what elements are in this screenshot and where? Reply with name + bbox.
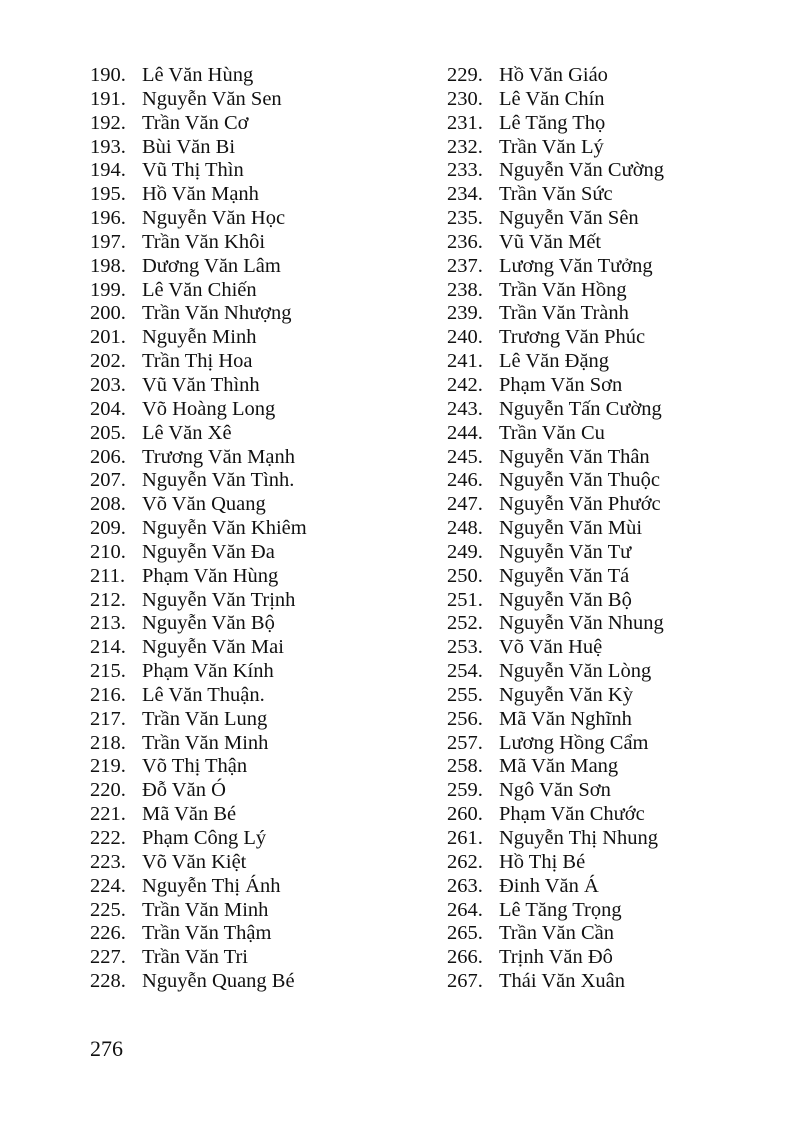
entry-name: Nguyễn Minh	[142, 326, 257, 349]
entry-number: 213.	[90, 612, 126, 635]
list-item	[447, 612, 787, 636]
list-item	[447, 398, 787, 422]
entry-number: 224.	[90, 874, 126, 897]
entry-number: 249.	[447, 540, 483, 563]
list-item	[447, 589, 787, 613]
list-item	[90, 541, 430, 565]
list-item	[90, 207, 430, 231]
entry-name: Phạm Công Lý	[142, 827, 267, 849]
entry-name: Vũ Văn Thình	[142, 373, 260, 396]
entry-name: Trần Văn Lung	[142, 707, 268, 730]
entry-name: Võ Văn Kiệt	[142, 850, 247, 873]
list-item	[447, 946, 787, 970]
list-item	[90, 350, 430, 374]
entry-name: Nguyễn Văn Tư	[499, 540, 632, 563]
list-item	[90, 851, 430, 875]
list-item	[90, 302, 430, 326]
entry-number: 197.	[90, 230, 126, 253]
entry-name: Nguyễn Thị Nhung	[499, 827, 659, 849]
entry-number: 205.	[90, 421, 126, 444]
entry-name: Nguyễn Văn Bộ	[499, 588, 632, 611]
list-item	[447, 827, 787, 851]
right-name-list	[447, 64, 787, 994]
entry-name: Nguyễn Văn Cường	[499, 159, 665, 182]
entry-number: 222.	[90, 827, 126, 849]
entry-name: Lê Văn Chín	[499, 87, 605, 110]
entry-number: 251.	[447, 588, 483, 611]
entry-number: 246.	[447, 469, 483, 492]
entry-number: 215.	[90, 660, 126, 683]
entry-number: 247.	[447, 493, 483, 516]
list-item	[90, 899, 430, 923]
entry-number: 196.	[90, 207, 126, 230]
entry-number: 227.	[90, 946, 126, 969]
entry-name: Nguyễn Văn Mùi	[499, 517, 643, 540]
list-item	[90, 326, 430, 350]
entry-name: Trần Văn Khôi	[142, 230, 266, 253]
list-item	[90, 279, 430, 303]
entry-number: 265.	[447, 922, 483, 945]
entry-number: 262.	[447, 850, 483, 873]
list-item	[90, 183, 430, 207]
entry-number: 232.	[447, 135, 483, 158]
list-item	[90, 374, 430, 398]
entry-name: Mã Văn Mang	[499, 755, 619, 778]
entry-number: 190.	[90, 64, 126, 86]
entry-name: Phạm Văn Sơn	[499, 373, 623, 396]
list-item	[447, 302, 787, 326]
list-item	[447, 875, 787, 899]
entry-number: 218.	[90, 731, 126, 754]
entry-name: Võ Văn Quang	[142, 493, 266, 516]
entry-number: 241.	[447, 350, 483, 373]
entry-name: Dương Văn Lâm	[142, 254, 281, 277]
list-item	[447, 517, 787, 541]
entry-number: 261.	[447, 827, 483, 849]
list-item	[90, 398, 430, 422]
entry-name: Trần Văn Cơ	[142, 111, 249, 134]
entry-name: Trần Văn Minh	[142, 898, 269, 921]
list-item	[447, 374, 787, 398]
entry-name: Lê Văn Chiến	[142, 278, 257, 301]
entry-number: 266.	[447, 946, 483, 969]
list-item	[90, 636, 430, 660]
entry-number: 260.	[447, 803, 483, 826]
entry-number: 244.	[447, 421, 483, 444]
entry-name: Đinh Văn Á	[499, 874, 599, 897]
entry-number: 191.	[90, 87, 126, 110]
list-item	[447, 851, 787, 875]
entry-number: 198.	[90, 254, 126, 277]
entry-number: 230.	[447, 87, 483, 110]
entry-number: 226.	[90, 922, 126, 945]
list-item	[447, 207, 787, 231]
entry-number: 235.	[447, 207, 483, 230]
entry-name: Trịnh Văn Đô	[499, 946, 613, 969]
entry-name: Nguyễn Văn Khiêm	[142, 517, 307, 540]
entry-name: Nguyễn Văn Mai	[142, 636, 284, 659]
list-item	[90, 255, 430, 279]
entry-number: 210.	[90, 540, 126, 563]
entry-number: 233.	[447, 159, 483, 182]
list-item	[90, 231, 430, 255]
entry-name: Lê Tăng Trọng	[499, 898, 622, 921]
entry-number: 234.	[447, 183, 483, 206]
entry-name: Phạm Văn Hùng	[142, 564, 279, 587]
list-item	[90, 875, 430, 899]
entry-number: 228.	[90, 970, 126, 993]
entry-name: Trần Văn Cu	[499, 421, 605, 444]
entry-number: 248.	[447, 517, 483, 540]
list-item	[90, 469, 430, 493]
entry-number: 238.	[447, 278, 483, 301]
list-item	[90, 946, 430, 970]
entry-name: Hồ Văn Mạnh	[142, 183, 259, 206]
page-number: 276	[90, 1036, 123, 1061]
entry-number: 257.	[447, 731, 483, 754]
entry-name: Trần Văn Sức	[499, 183, 613, 206]
entry-number: 208.	[90, 493, 126, 516]
entry-name: Trần Văn Cần	[499, 922, 615, 945]
entry-name: Nguyễn Văn Bộ	[142, 612, 275, 635]
entry-number: 202.	[90, 350, 126, 373]
entry-number: 243.	[447, 397, 483, 420]
list-item	[90, 422, 430, 446]
entry-name: Nguyễn Văn Thuộc	[499, 469, 660, 492]
list-item	[90, 136, 430, 160]
list-item	[447, 422, 787, 446]
entry-name: Trương Văn Mạnh	[142, 445, 295, 468]
entry-number: 263.	[447, 874, 483, 897]
entry-number: 231.	[447, 111, 483, 134]
list-item	[90, 589, 430, 613]
entry-number: 237.	[447, 254, 483, 277]
entry-number: 211.	[90, 564, 126, 587]
entry-name: Mã Văn Nghĩnh	[499, 707, 632, 730]
entry-number: 193.	[90, 135, 126, 158]
list-item	[447, 231, 787, 255]
list-item	[447, 350, 787, 374]
entry-number: 259.	[447, 779, 483, 802]
entry-name: Nguyễn Văn Nhung	[499, 612, 664, 635]
entry-name: Phạm Văn Kính	[142, 660, 274, 683]
list-item	[447, 779, 787, 803]
entry-number: 200.	[90, 302, 126, 325]
entry-number: 253.	[447, 636, 483, 659]
entry-name: Hồ Văn Giáo	[499, 64, 608, 86]
entry-number: 192.	[90, 111, 126, 134]
entry-name: Võ Thị Thận	[142, 755, 248, 778]
list-item	[447, 684, 787, 708]
entry-name: Võ Văn Huệ	[499, 636, 603, 659]
entry-number: 219.	[90, 755, 126, 778]
entry-number: 201.	[90, 326, 126, 349]
list-item	[90, 660, 430, 684]
entry-name: Nguyễn Văn Sên	[499, 207, 639, 230]
entry-number: 216.	[90, 683, 126, 706]
list-item	[447, 565, 787, 589]
entry-name: Nguyễn Văn Phước	[499, 493, 661, 516]
list-item	[447, 469, 787, 493]
entry-number: 199.	[90, 278, 126, 301]
list-item	[90, 779, 430, 803]
entry-name: Nguyễn Văn Tá	[499, 564, 630, 587]
entry-name: Phạm Văn Chước	[499, 803, 645, 826]
entry-number: 242.	[447, 373, 483, 396]
list-item	[447, 708, 787, 732]
left-name-list	[90, 64, 430, 994]
entry-number: 206.	[90, 445, 126, 468]
entry-number: 195.	[90, 183, 126, 206]
list-item	[447, 732, 787, 756]
list-item	[90, 493, 430, 517]
entry-name: Thái Văn Xuân	[499, 970, 626, 993]
entry-number: 258.	[447, 755, 483, 778]
list-item	[90, 612, 430, 636]
list-item	[90, 446, 430, 470]
entry-name: Nguyễn Văn Sen	[142, 87, 282, 110]
entry-name: Lê Văn Hùng	[142, 64, 254, 86]
list-item	[447, 636, 787, 660]
entry-name: Nguyễn Văn Thân	[499, 445, 650, 468]
entry-number: 236.	[447, 230, 483, 253]
entry-name: Nguyễn Văn Trịnh	[142, 588, 296, 611]
entry-name: Vũ Văn Mết	[499, 230, 602, 253]
entry-name: Trần Thị Hoa	[142, 350, 253, 373]
entry-name: Nguyễn Văn Kỳ	[499, 683, 633, 706]
list-item	[90, 684, 430, 708]
entry-name: Đỗ Văn Ó	[142, 779, 226, 802]
list-item	[90, 803, 430, 827]
entry-name: Lương Hồng Cẩm	[499, 731, 649, 754]
list-item	[447, 922, 787, 946]
entry-name: Mã Văn Bé	[142, 803, 237, 826]
list-item	[90, 922, 430, 946]
list-item	[447, 446, 787, 470]
entry-name: Nguyễn Văn Học	[142, 207, 286, 230]
entry-number: 255.	[447, 683, 483, 706]
list-item	[447, 159, 787, 183]
list-item	[447, 541, 787, 565]
entry-number: 256.	[447, 707, 483, 730]
list-item	[90, 970, 430, 994]
entry-name: Trần Văn Hồng	[499, 278, 627, 301]
entry-number: 194.	[90, 159, 126, 182]
entry-number: 220.	[90, 779, 126, 802]
list-item	[447, 88, 787, 112]
entry-name: Trương Văn Phúc	[499, 326, 646, 349]
entry-number: 239.	[447, 302, 483, 325]
entry-number: 245.	[447, 445, 483, 468]
list-item	[90, 88, 430, 112]
entry-number: 267.	[447, 970, 483, 993]
entry-number: 252.	[447, 612, 483, 635]
list-item	[447, 493, 787, 517]
list-item	[90, 64, 430, 88]
entry-name: Trần Văn Trành	[499, 302, 629, 325]
entry-number: 264.	[447, 898, 483, 921]
entry-name: Trần Văn Tri	[142, 946, 248, 969]
list-item	[90, 159, 430, 183]
entry-name: Võ Hoàng Long	[142, 397, 276, 420]
list-item	[447, 279, 787, 303]
entry-number: 229.	[447, 64, 483, 86]
list-item	[447, 970, 787, 994]
list-item	[447, 64, 787, 88]
list-item	[447, 112, 787, 136]
entry-name: Nguyễn Tấn Cường	[499, 397, 662, 420]
list-item	[447, 255, 787, 279]
entry-name: Nguyễn Văn Lòng	[499, 660, 652, 683]
list-item	[90, 708, 430, 732]
list-item	[447, 136, 787, 160]
entry-name: Nguyễn Thị Ánh	[142, 874, 281, 897]
entry-name: Trần Văn Lý	[499, 135, 604, 158]
list-item	[447, 326, 787, 350]
entry-number: 250.	[447, 564, 483, 587]
list-item	[90, 565, 430, 589]
entry-name: Nguyễn Quang Bé	[142, 970, 295, 993]
list-item	[90, 112, 430, 136]
entry-name: Lương Văn Tưởng	[499, 254, 653, 277]
entry-number: 203.	[90, 373, 126, 396]
entry-number: 240.	[447, 326, 483, 349]
entry-name: Bùi Văn Bi	[142, 135, 236, 158]
entry-name: Nguyễn Văn Tình.	[142, 469, 295, 492]
entry-name: Lê Văn Xê	[142, 421, 232, 444]
entry-name: Trần Văn Minh	[142, 731, 269, 754]
list-item	[90, 827, 430, 851]
list-item	[447, 755, 787, 779]
entry-number: 204.	[90, 397, 126, 420]
entry-name: Lê Văn Thuận.	[142, 683, 265, 706]
list-item	[447, 899, 787, 923]
list-item	[447, 660, 787, 684]
entry-name: Trần Văn Thậm	[142, 922, 272, 945]
entry-number: 214.	[90, 636, 126, 659]
entry-name: Hồ Thị Bé	[499, 850, 586, 873]
entry-number: 209.	[90, 517, 126, 540]
list-item	[447, 183, 787, 207]
list-item	[90, 732, 430, 756]
entry-number: 217.	[90, 707, 126, 730]
entry-name: Vũ Thị Thìn	[142, 159, 244, 182]
entry-number: 225.	[90, 898, 126, 921]
list-item	[90, 755, 430, 779]
entry-name: Nguyễn Văn Đa	[142, 540, 275, 563]
entry-number: 254.	[447, 660, 483, 683]
entry-number: 223.	[90, 850, 126, 873]
entry-number: 207.	[90, 469, 126, 492]
entry-number: 212.	[90, 588, 126, 611]
entry-name: Trần Văn Nhượng	[142, 302, 292, 325]
entry-name: Lê Tăng Thọ	[499, 111, 606, 134]
list-item	[447, 803, 787, 827]
entry-number: 221.	[90, 803, 126, 826]
entry-name: Ngô Văn Sơn	[499, 779, 611, 802]
list-item	[90, 517, 430, 541]
entry-name: Lê Văn Đặng	[499, 350, 610, 373]
